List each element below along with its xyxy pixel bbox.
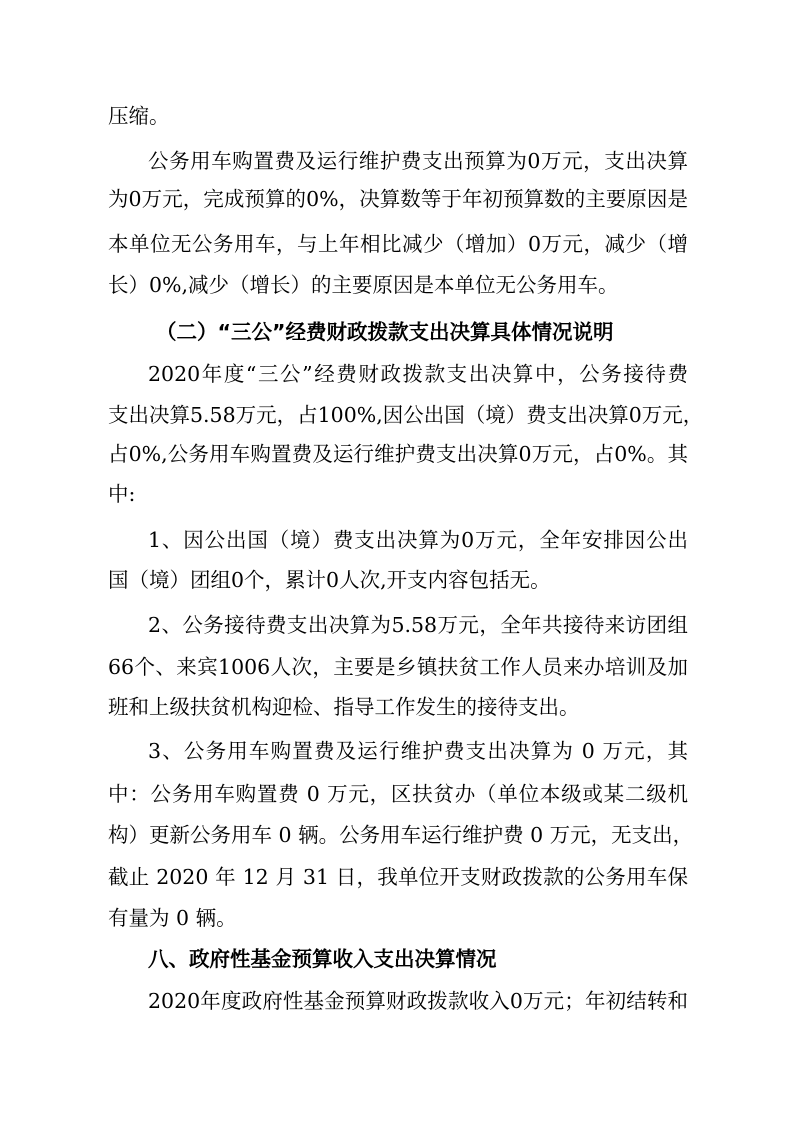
section-heading: （二）“三公”经费财政拨款支出决算具体情况说明 [156,320,614,344]
list-item-line: 66个、来宾1006人次，主要是乡镇扶贫工作人员来办培训及加 [108,655,688,679]
paragraph-line: 为0万元，完成预算的0%，决算数等于年初预算数的主要原因是 [108,187,688,211]
list-item-line: 1、因公出国（境）费支出决算为0万元，全年安排因公出 [148,528,688,552]
paragraph-line: 压缩。 [108,104,170,128]
list-item-line: 3、公务用车购置费及运行维护费支出决算为 0 万元，其 [148,739,688,763]
list-item-line: 中：公务用车购置费 0 万元，区扶贫办（单位本级或某二级机 [108,782,688,806]
paragraph-line: 占0%,公务用车购置费及运行维护费支出决算0万元，占0%。其 [108,442,688,466]
paragraph-line: 支出决算5.58万元，占100%,因公出国（境）费支出决算0万元， [108,403,704,427]
paragraph-line: 中: [108,482,136,506]
paragraph-line: 2020年度“三公”经费财政拨款支出决算中，公务接待费 [148,362,688,386]
list-item-line: 2、公务接待费支出决算为5.58万元，全年共接待来访团组 [148,613,688,637]
list-item-line: 构）更新公务用车 0 辆。公务用车运行维护费 0 万元，无支出， [108,823,694,847]
list-item-line: 截止 2020 年 12 月 31 日，我单位开支财政拨款的公务用车保 [108,865,688,889]
paragraph-line: 长）0%,减少（增长）的主要原因是本单位无公务用车。 [108,273,619,297]
list-item-line: 班和上级扶贫机构迎检、指导工作发生的接待支出。 [108,695,580,719]
paragraph-line: 本单位无公务用车，与上年相比减少（增加）0万元，减少（增 [108,232,688,256]
section-heading: 八、政府性基金预算收入支出决算情况 [148,947,497,971]
paragraph-line: 2020年度政府性基金预算财政拨款收入0万元；年初结转和 [148,989,688,1013]
list-item-line: 国（境）团组0个，累计0人次,开支内容包括无。 [108,568,551,592]
paragraph-line: 公务用车购置费及运行维护费支出预算为0万元，支出决算 [148,149,688,173]
list-item-line: 有量为 0 辆。 [108,906,237,930]
